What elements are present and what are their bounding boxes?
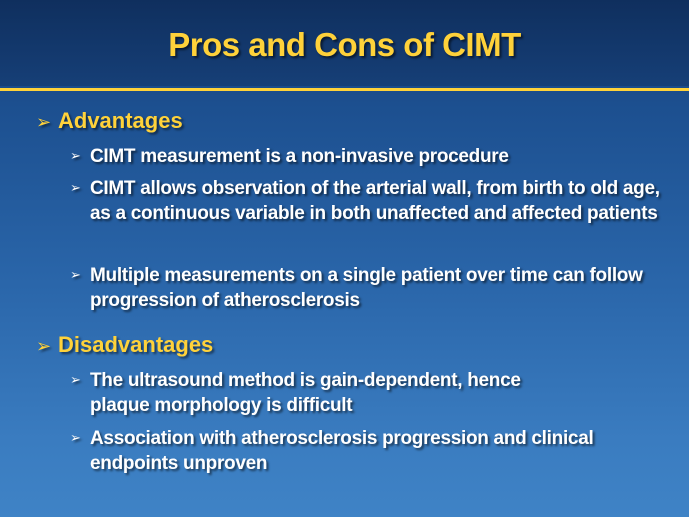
section-heading-advantages [36,108,183,134]
arrowhead-bullet-icon: ➢ [70,149,81,164]
section-heading-label: Disadvantages [58,332,214,357]
arrowhead-bullet-icon: ➢ [70,268,81,283]
arrowhead-bullet-icon: ➢ [70,373,81,388]
bullet-text: The ultrasound method is gain-dependent, hence plaque morphology is difficult [90,370,521,416]
section-heading-label: Advantages [58,108,183,133]
slide-title: Pros and Cons of CIMT [168,26,521,63]
bullet-text: Association with atherosclerosis progression and clinical endpoints unproven [90,428,594,474]
arrowhead-bullet-icon: ➢ [70,181,81,196]
arrowhead-bullet-icon: ➢ [70,431,81,446]
bullet-item [70,368,570,418]
title-divider [0,88,689,91]
bullet-item [70,144,670,169]
bullet-text: CIMT measurement is a non-invasive procedure [90,146,509,167]
arrowhead-bullet-icon: ➢ [36,336,52,357]
bullet-text: CIMT allows observation of the arterial wall, from birth to old age, as a continuous variable in both unaffected and affected patients [90,178,660,224]
bullet-item [70,176,670,226]
bullet-text: Multiple measurements on a single patient over time can follow progression of atherosclerosis [90,265,643,311]
arrowhead-bullet-icon: ➢ [36,112,52,133]
bullet-item [70,263,670,313]
section-heading-disadvantages [36,332,213,358]
bullet-item [70,426,670,476]
